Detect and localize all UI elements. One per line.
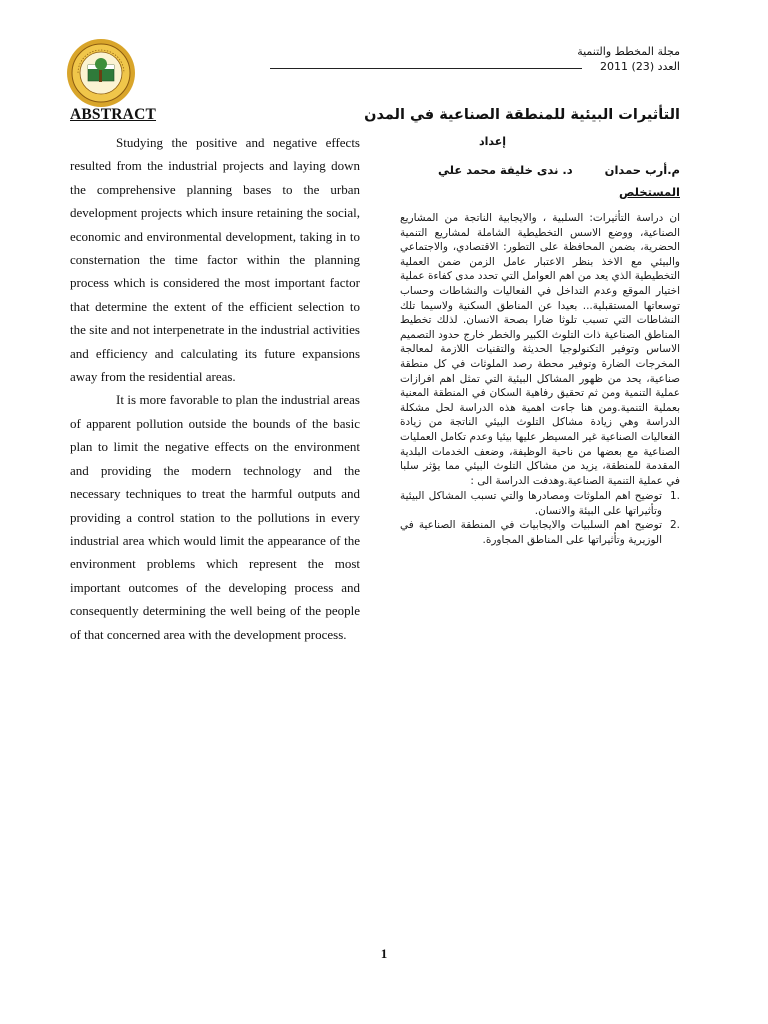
arabic-title: التأثيرات البيئية للمنطقة الصناعية في المدن [364,107,680,123]
list-item [400,489,680,518]
abstract-paragraph-2: It is more favorable to plan the industrial areas of apparent pollution outside the bounds of the basic plan to limit the negative effects on the environment and providing the modern technology and the necessary techniques to treat the harmful outputs and providing a control station to the pollutions in every industrial area which would limit the appearance of the environment problems which represent the most important outcomes of the developing process and consequently determining the well being of the people of that concerned area with the development process. [70,392,360,642]
abstract-paragraph-1: Studying the positive and negative effects resulted from the industrial projects and laying down the comprehensive planning bases to the urban development projects which insure retaining the social, economic and environmental development, taking in to consternation the time factor within the planning process which is considered the most important factor that determine the extent of the efficient selection to the site and not interpenetrate in the industrial activities and efficiency and calculating its future expansions away from the residential areas. [70,135,360,385]
arabic-abstract-heading: المستخلص [618,185,680,199]
abstract-body [70,131,360,646]
journal-issue: العدد (23) 2011 [600,60,680,73]
journal-logo-icon [66,38,136,108]
arabic-objectives-list [400,489,680,547]
list-item [400,518,680,547]
journal-header [577,44,680,74]
author-1: م.أرب حمدان [604,163,680,177]
arabic-abstract-body [400,211,680,548]
abstract-heading: ABSTRACT [70,106,157,123]
list-item-text: توضيح اهم الملوثات ومصادرها والتي تسبب المشاكل البيئية وتأثيراتها على البيئة والانسان. [400,490,662,517]
arabic-abstract-text: ان دراسة التأثيرات: السلبية ، والايجابية الناتجة من المشاريع الصناعية، ووضع الاسس التخطيطية الشاملة لمشاريع التنمية الحضرية، بضمن المحافظة على التطور: الاقتصادي، والاجتماعي والبيئي مع الاخذ بنظر الاعتبار عامل الزمن ضمن العملية التخطيطية الذي يعد من اهم العوامل التي تحدد مدى كفاءة عملية اختيار الموقع وعدم التداخل في الفعاليات والنشاطات وحساب توسعاتها المستقبلية... بعيدا عن المناطق السكنية ولاسيما تلك النشاطات التي تسبب تلوثا ضارا بصحة الانسان. لذلك تخطيط المناطق الصناعية ذات التلوث الكبير والخطر خارج حدود التصميم الاساس وتوفير التكنولوجيا الحديثة والتقنيات اللازمة لمعالجة المخرجات الضارة وتوفير محطة رصد الملوثات في كل منطقة صناعية، يحد من ظهور المشاكل البيئية التي تمثل اهم افرازات عملية التنمية ومن ثم تحقيق رفاهية السكان في المنطقة المعنية بعملية التنمية.ومن هنا جاءت اهمية هذه الدراسة لحل مشكلة الدراسة وهي زيادة مشاكل التلوث البيئي الناتجة من زيادة الفعاليات الصناعية غير المسيطر عليها بيئيا وعدم تكامل العمليات الصناعية مع بعضها من ناحية الوظيفة، وضعف الخدمات البلدية المقدمة للمنطقة، يزيد من مشاكل التلوث البيئي مما يؤثر سلبا في عملية التنمية الصناعية.وهدفت الدراسة الى : [400,212,680,487]
author-2: د. ندى خليفة محمد علي [438,163,573,177]
list-item-number: 1. [669,490,680,503]
list-item-text: توضيح اهم السلبيات والايجابيات في المنطقة الصناعية في الوزيرية وتأثيراتها على المناطق المجاورة. [400,519,662,547]
arabic-byline: إعداد [478,135,506,148]
page-number: 1 [380,946,388,961]
journal-name: مجلة المخطط والتنمية [577,45,680,58]
list-item-number: 2. [669,519,680,532]
header-rule [270,68,582,69]
